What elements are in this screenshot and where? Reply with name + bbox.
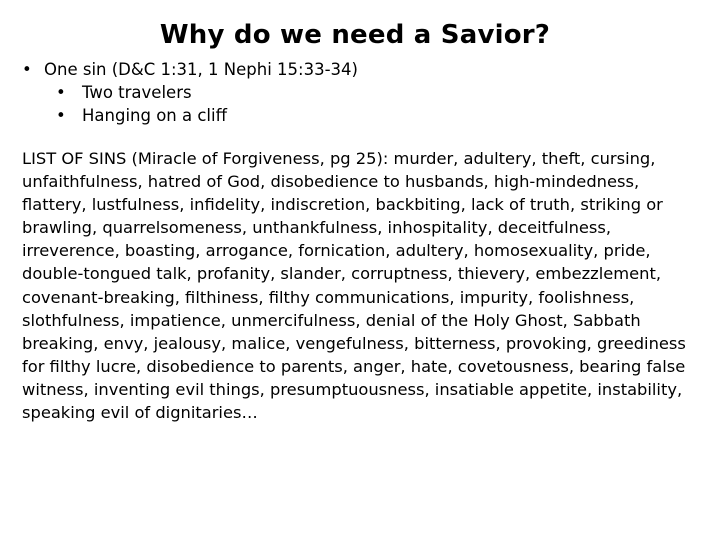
bullet-text: One sin (D&C 1:31, 1 Nephi 15:33-34) <box>44 60 358 79</box>
sub-bullet-hanging-cliff: • Hanging on a cliff <box>56 104 358 127</box>
sub-bullet-list <box>44 81 358 127</box>
bullet-list <box>22 58 358 127</box>
bullet-item-one-sin <box>22 58 358 127</box>
list-of-sins-paragraph: LIST OF SINS (Miracle of Forgiveness, pg 25): murder, adultery, theft, cursing, unfaithfulness, hatred of God, disobedience to husbands, high-mindedness, flattery, lustfulness, infidelity, indiscretion, backbiting, lack of truth, striking or brawling, quarrelsomeness, unthankfulness, inhospitality, deceitfulness, irreverence, boasting, arrogance, fornication, adultery, homosexuality, pride, double-tongued talk, profanity, slander, corruptness, thievery, embezzlement, covenant-breaking, filthiness, filthy communications, impurity, foolishness, slothfulness, impatience, unmercifulness, denial of the Holy Ghost, Sabbath breaking, envy, jealousy, malice, vengefulness, bitterness, provoking, greediness for filthy lucre, disobedience to parents, anger, hate, covetousness, bearing false witness, inventing evil things, presumptuousness, insatiable appetite, instability, speaking evil of dignitaries… <box>22 149 686 423</box>
slide-title: Why do we need a Savior? <box>159 20 551 50</box>
sub-bullet-two-travelers: • Two travelers <box>56 81 358 104</box>
